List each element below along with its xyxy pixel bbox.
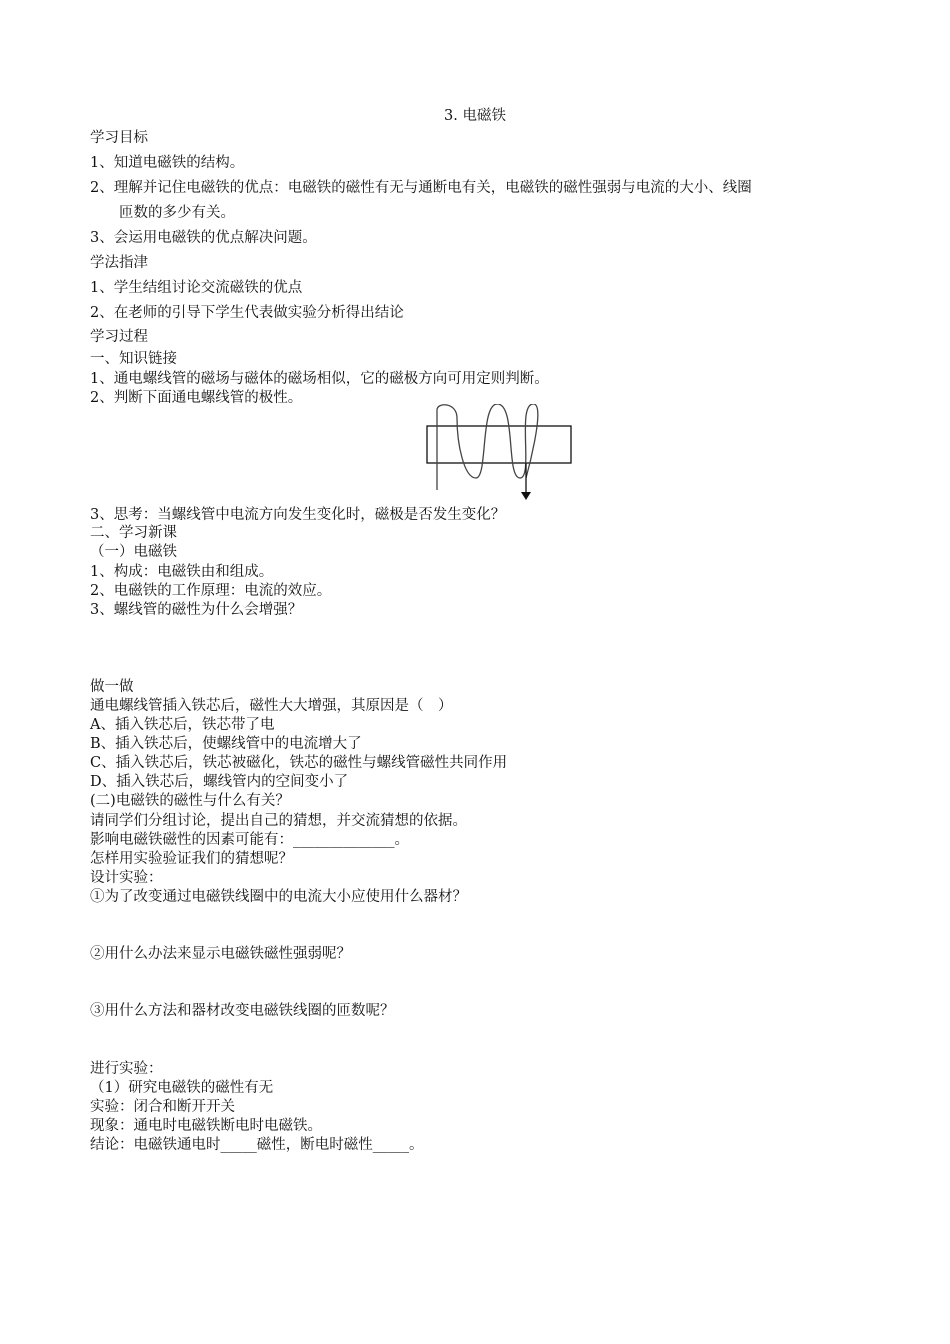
heading-study-methods: 学法指津 (90, 255, 148, 271)
experiment-1-title: （1）研究电磁铁的磁性有无 (90, 1080, 274, 1096)
subsection-magnetism-factors: (二)电磁铁的磁性与什么有关？ (90, 793, 290, 809)
heading-learning-goals: 学习目标 (90, 130, 148, 146)
lesson-item-2: 2、电磁铁的工作原理：电流的效应。 (90, 583, 332, 599)
goal-item-3: 3、会运用电磁铁的优点解决问题。 (90, 230, 317, 246)
discussion-prompt: 请同学们分组讨论，提出自己的猜想，并交流猜想的依据。 (90, 813, 467, 829)
solenoid-coil-wire (437, 404, 538, 490)
heading-conduct-experiment: 进行实验： (90, 1061, 163, 1077)
option-a: A、插入铁芯后，铁芯带了电 (90, 717, 275, 733)
lesson-item-3: 3、螺线管的磁性为什么会增强？ (90, 602, 303, 618)
lesson-item-1: 1、构成：电磁铁由和组成。 (90, 564, 274, 580)
subsection-electromagnet: （一）电磁铁 (90, 544, 177, 560)
knowledge-item-1: 1、通电螺线管的磁场与磁体的磁场相似，它的磁极方向可用定则判断。 (90, 371, 549, 387)
method-item-2: 2、在老师的引导下学生代表做实验分析得出结论 (90, 305, 404, 321)
experiment-1-phenomenon: 现象：通电时电磁铁断电时电磁铁。 (90, 1118, 322, 1134)
goal-item-1: 1、知道电磁铁的结构。 (90, 155, 245, 171)
experiment-1-procedure: 实验：闭合和断开开关 (90, 1099, 235, 1115)
solenoid-core-rect (427, 426, 571, 463)
design-question-3: ③用什么方法和器材改变电磁铁线圈的匝数呢？ (90, 1003, 395, 1019)
section-knowledge-link: 一、知识链接 (90, 351, 177, 367)
goal-item-2: 2、理解并记住电磁铁的优点：电磁铁的磁性有无与通断电有关，电磁铁的磁性强弱与电流的大小、线圈 (90, 180, 752, 196)
heading-try-it: 做一做 (90, 679, 134, 695)
verify-question: 怎样用实验验证我们的猜想呢？ (90, 851, 293, 867)
section-new-lesson: 二、学习新课 (90, 525, 177, 541)
experiment-1-conclusion: 结论：电磁铁通电时_____磁性，断电时磁性_____。 (90, 1137, 424, 1153)
option-b: B、插入铁芯后，使螺线管中的电流增大了 (90, 736, 362, 752)
knowledge-item-2: 2、判断下面通电螺线管的极性。 (90, 390, 303, 406)
option-c: C、插入铁芯后，铁芯被磁化，铁芯的磁性与螺线管磁性共同作用 (90, 755, 508, 771)
solenoid-figure (420, 404, 580, 504)
knowledge-item-3: 3、思考：当螺线管中电流方向发生变化时，磁极是否发生变化？ (90, 507, 506, 523)
design-question-2: ②用什么办法来显示电磁铁磁性强弱呢？ (90, 946, 351, 962)
goal-item-2-cont: 匝数的多少有关。 (119, 205, 235, 221)
factors-blank-line: 影响电磁铁磁性的因素可能有：______________。 (90, 832, 409, 848)
question-stem: 通电螺线管插入铁芯后，磁性大大增强，其原因是（ ） (90, 698, 453, 714)
design-question-1: ①为了改变通过电磁铁线圈中的电流大小应使用什么器材？ (90, 889, 467, 905)
page-title: 3. 电磁铁 (444, 108, 506, 124)
current-arrow-icon (521, 492, 531, 500)
heading-design-experiment: 设计实验： (90, 870, 163, 886)
option-d: D、插入铁芯后，螺线管内的空间变小了 (90, 774, 349, 790)
heading-learning-process: 学习过程 (90, 329, 148, 345)
method-item-1: 1、学生结组讨论交流磁铁的优点 (90, 280, 303, 296)
